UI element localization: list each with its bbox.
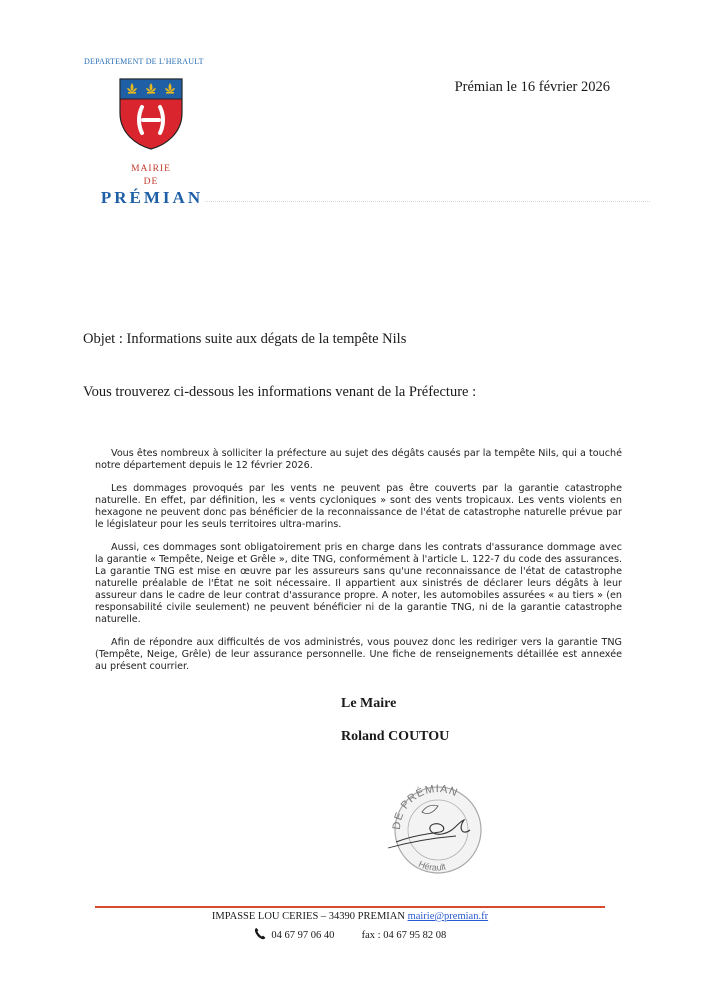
signature-name: Roland COUTOU	[341, 729, 450, 744]
body-paragraph: Afin de répondre aux difficultés de vos administrés, vous pouvez donc les rediriger vers la garantie TNG (Tempête, Neige, Grêle) de leur assurance personnelle. Une fiche de renseignements détaillée est annexée au présent courrier.	[95, 636, 622, 672]
body-paragraph: Vous êtes nombreux à solliciter la préfecture au sujet des dégâts causés par la tempête Nils, qui a touché notre département depuis le 12 février 2026.	[95, 448, 622, 472]
phone-icon	[254, 927, 266, 940]
header-divider	[205, 201, 650, 202]
footer-contact-line	[95, 927, 605, 941]
footer-divider	[95, 906, 605, 908]
signature-title: Le Maire	[341, 696, 397, 711]
mairie-label: MAIRIE	[131, 164, 171, 174]
body-paragraph: Aussi, ces dommages sont obligatoirement pris en charge dans les contrats d'assurance dommage avec la garantie « Tempête, Neige et Grêle », dite TNG, conformément à l'article L. 122-7 du code des assurances. La garantie TNG est mise en œuvre par les assureurs sans qu'une reconnaissance de l'état de catastrophe naturelle préalable de l'État ne soit nécessaire. Il appartient aux sinistrés de déclarer leurs dégâts à leur assureur dans le cadre de leur contrat d'assurance propre. A noter, les automobiles assurées « au tiers » (en responsabilité civile seulement) ne peuvent bénéficier ni de la garantie TNG, ni de la garantie catastrophe naturelle.	[95, 541, 622, 626]
date-line: Prémian le 16 février 2026	[454, 79, 610, 95]
town-name: PRÉMIAN	[100, 188, 204, 207]
stamp-region: Hérault	[417, 858, 447, 873]
footer-address-line	[95, 911, 605, 922]
footer-fax: fax : 04 67 95 82 08	[361, 930, 447, 941]
footer-email-link[interactable]: mairie@premian.fr	[407, 911, 489, 922]
coat-of-arms-icon	[118, 77, 184, 151]
de-label: DE	[143, 177, 159, 187]
body-paragraph: Les dommages provoqués par les vents ne peuvent pas être couverts par la garantie catastrophe naturelle. En effet, par définition, les « vents cycloniques » sont des vents tropicaux. Les vents violents en hexagone ne peuvent donc pas bénéficier de la reconnaissance de l'état de catastrophe naturelle prévue par le législateur pour les seuls territoires ultra-marins.	[95, 482, 622, 530]
footer-phone: 04 67 97 06 40	[271, 930, 335, 941]
footer-address: IMPASSE LOU CERIES – 34390 PREMIAN	[211, 911, 405, 922]
letter-body	[95, 448, 622, 684]
intro-line: Vous trouverez ci-dessous les informations venant de la Préfecture :	[83, 384, 477, 400]
department-label: DEPARTEMENT DE L'HERAULT	[84, 57, 204, 66]
official-stamp-icon	[382, 778, 490, 878]
subject-line: Objet : Informations suite aux dégats de la tempête Nils	[83, 331, 407, 347]
stamp-text: DE PRÉMIAN	[390, 783, 460, 831]
